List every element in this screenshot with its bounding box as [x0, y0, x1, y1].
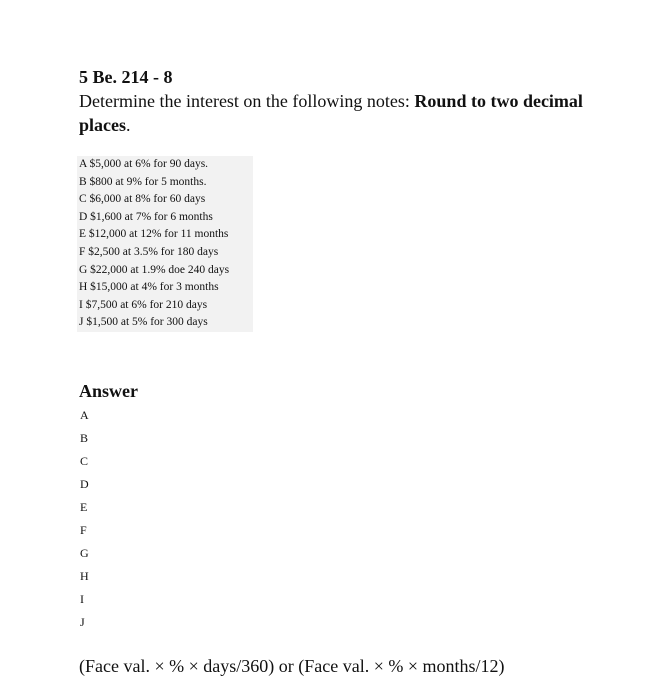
answer-label: C	[80, 454, 89, 468]
note-item: H $15,000 at 4% for 3 months	[79, 281, 219, 294]
notes-list	[79, 156, 229, 332]
note-item: B $800 at 9% for 5 months.	[79, 175, 207, 188]
note-item: G $22,000 at 1.9% doe 240 days	[79, 263, 230, 276]
answer-label: B	[80, 431, 89, 445]
note-item: E $12,000 at 12% for 11 months	[79, 228, 229, 241]
answer-label: D	[80, 477, 89, 491]
answer-label: J	[80, 615, 85, 629]
note-item: C $6,000 at 8% for 60 days	[79, 193, 206, 206]
answer-list	[80, 404, 89, 634]
answer-label: F	[80, 523, 87, 537]
note-item: J $1,500 at 5% for 300 days	[79, 316, 208, 329]
instruction-text: Determine the interest on the following notes:	[79, 91, 415, 111]
answer-label: H	[80, 569, 89, 583]
answer-label: E	[80, 500, 88, 514]
problem-title: 5 Be. 214 - 8	[79, 67, 173, 87]
formula-hint: (Face val. × % × days/360) or (Face val. × % × months/12)	[79, 656, 505, 676]
note-item: F $2,500 at 3.5% for 180 days	[79, 245, 219, 258]
problem-instruction	[79, 89, 599, 137]
answer-label: A	[80, 408, 89, 422]
answer-label: I	[80, 592, 84, 606]
answer-label: G	[80, 546, 89, 560]
note-item: A $5,000 at 6% for 90 days.	[79, 158, 209, 170]
instruction-emphasis: Round to two decimal places	[79, 91, 583, 135]
note-item: D $1,600 at 7% for 6 months	[79, 210, 213, 223]
answer-heading: Answer	[79, 381, 138, 401]
instruction-end: .	[126, 115, 131, 135]
note-item: I $7,500 at 6% for 210 days	[79, 298, 208, 311]
